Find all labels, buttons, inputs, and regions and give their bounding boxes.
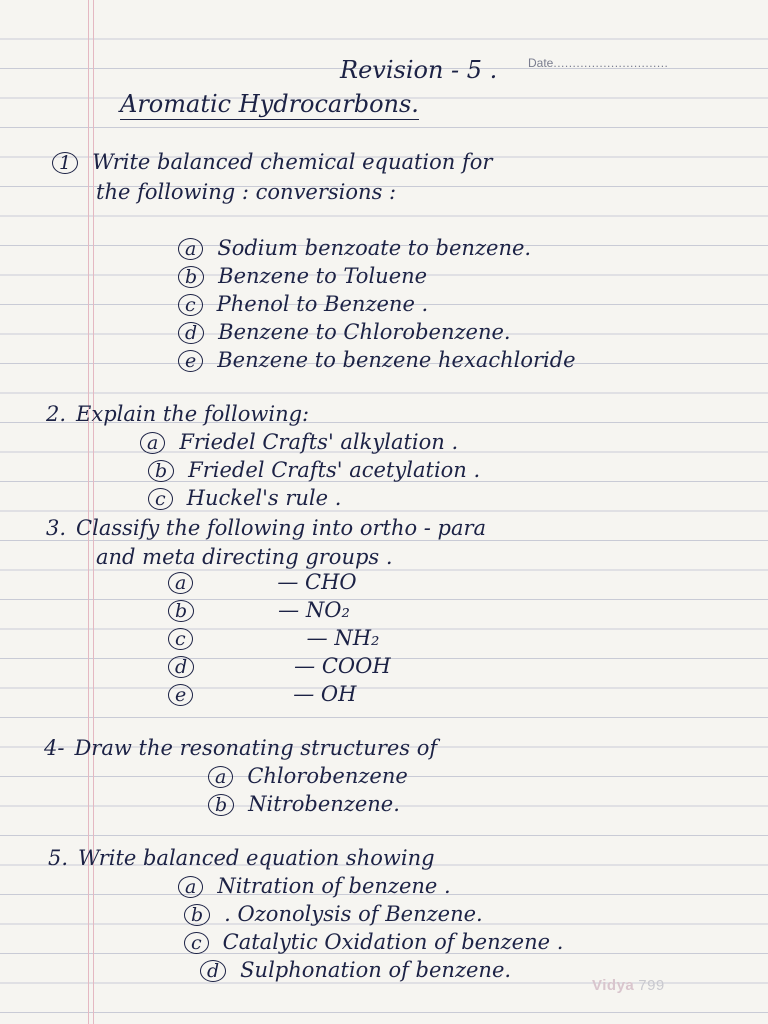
q1-item-a: a Sodium benzoate to benzene. [178,238,531,260]
q3-item-b: b — NO₂ [168,600,350,622]
q3-item-d: d — COOH [168,656,391,678]
q3-number: 3. [46,516,67,540]
q1-item-d: d Benzene to Chlorobenzene. [178,322,511,344]
q4-line1: 4- Draw the resonating structures of [44,736,438,760]
q3-line2: and meta directing groups . [96,545,393,569]
notebook-code: 799 [638,977,665,994]
q1-item-c: c Phenol to Benzene . [178,294,428,316]
date-field [528,56,668,70]
q2-item-a: a Friedel Crafts' alkylation . [140,432,458,454]
q3-item-a: a — CHO [168,572,357,594]
q1-number: 1 [52,152,78,174]
q5-item-a: a Nitration of benzene . [178,876,451,898]
q4-item-a: a Chlorobenzene [208,766,408,788]
q3-item-c: c — NH₂ [168,628,379,650]
q5-item-b: b . Ozonolysis of Benzene. [184,904,483,926]
date-dots: .............................. [553,56,669,70]
q1-item-e: e Benzene to benzene hexachloride [178,350,576,372]
q1-line2: the following : conversions : [96,180,397,204]
q2-item-b: b Friedel Crafts' acetylation . [148,460,480,482]
q3-line1: 3. Classify the following into ortho - para [46,516,487,540]
q5-number: 5. [48,846,69,870]
q2-line1: 2. Explain the following: [46,402,310,426]
q1-line1: 1 Write balanced chemical equation for [52,152,492,174]
q5-line1: 5. Write balanced equation showing [48,846,435,870]
q4-number: 4- [44,736,65,760]
q5-item-c: c Catalytic Oxidation of benzene . [184,932,563,954]
q5-item-d: d Sulphonation of benzene. [200,960,511,982]
q2-number: 2. [46,402,67,426]
subject-heading: Aromatic Hydrocarbons. [120,90,419,118]
q4-item-b: b Nitrobenzene. [208,794,400,816]
page-title: Revision - 5 . [340,56,498,84]
q1-item-b: b Benzene to Toluene [178,266,427,288]
q2-item-c: c Huckel's rule . [148,488,341,510]
notebook-brand: Vidya 799 [592,977,665,994]
date-label: Date [528,56,554,70]
q3-item-e: e — OH [168,684,356,706]
